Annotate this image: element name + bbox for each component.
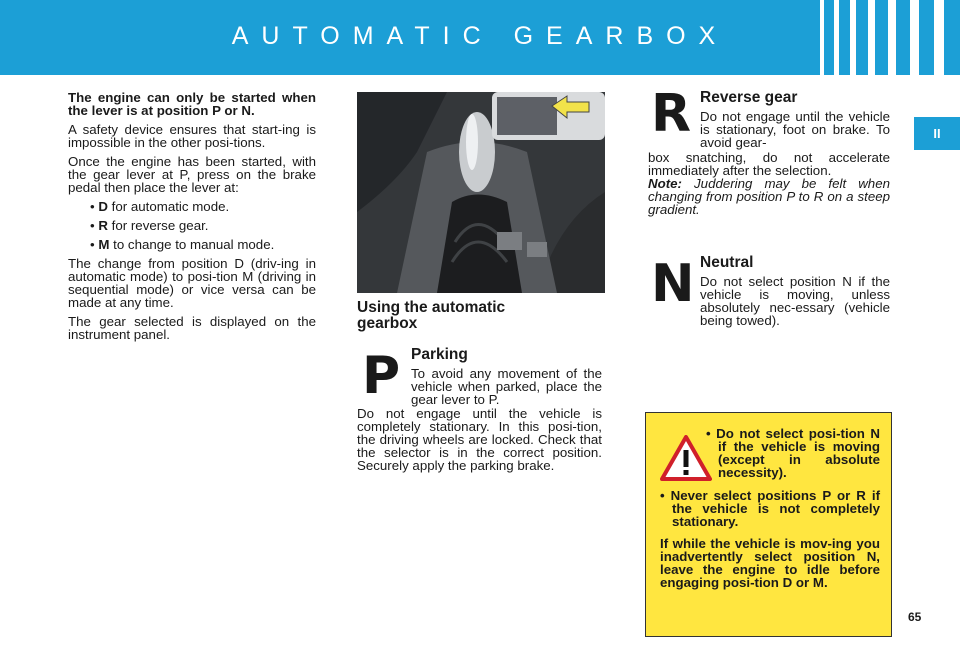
page-number: 65	[908, 610, 922, 624]
bullet-d: • D for automatic mode.	[90, 199, 230, 214]
intro-para-3: The change from position D (driv-ing in automatic mode) to posi-tion M (driving in sequential mode) or vice versa can be made at any time.	[68, 256, 316, 310]
warning-bullet-2-span: Never select positions P or R if the vehicle is not completely stationary.	[670, 488, 881, 529]
intro-para-2: Once the engine has been started, with the gear lever at P, press on the brake pedal then place the lever at:	[68, 154, 316, 195]
reverse-top	[700, 90, 890, 149]
parking-text-bottom: Do not engage until the vehicle is completely stationary. In this posi-tion, the driving wheels are locked. Check that the selector is in the correct position. Securely apply the parking brake.	[357, 406, 602, 473]
chapter-tab[interactable]: II	[914, 117, 960, 150]
reverse-text-top: Do not engage until the vehicle is stationary, foot on brake. To avoid gear-	[700, 109, 890, 150]
parking-top	[411, 347, 602, 406]
using-heading-block	[357, 300, 557, 332]
intro-para-1: A safety device ensures that start-ing is impossible in the other posi-tions.	[68, 122, 316, 150]
warning-bullet-2	[660, 489, 880, 528]
bullet-key: D	[98, 199, 108, 214]
note-label: Note:	[648, 176, 682, 191]
warning-bullet-1	[706, 427, 880, 479]
warning-paragraph	[660, 537, 880, 589]
page-header	[0, 0, 960, 75]
reverse-bottom	[648, 151, 890, 216]
reverse-text-bottom: box snatching, do not accelerate immediately after the selection.	[648, 150, 890, 178]
parking-text-top: To avoid any movement of the vehicle when parked, place the gear lever to P.	[411, 366, 602, 407]
bullet-text: for reverse gear.	[107, 218, 209, 233]
parking-title: Parking	[411, 346, 468, 363]
bullet-text: for automatic mode.	[107, 199, 230, 214]
bullet-key: R	[98, 218, 108, 233]
intro-heading: The engine can only be started when the lever is at position P or N.	[68, 90, 316, 118]
reverse-letter: R	[651, 84, 692, 144]
warning-bullet-1-span: Do not select posi-tion N if the vehicle is moving (except in absolute necessity).	[716, 426, 880, 480]
bullet-text: to change to manual mode.	[109, 237, 275, 252]
neutral-text: Do not select position N if the vehicle is moving, unless absolutely nec-essary (vehicle being towed).	[700, 274, 890, 328]
parking-bottom	[357, 407, 602, 478]
warning-text: If while the vehicle is mov-ing you inadvertently select position N, leave the engine to idle before engaging posi-tion D or M.	[660, 536, 880, 590]
bullet-key: M	[98, 237, 110, 252]
reverse-title: Reverse gear	[700, 89, 798, 106]
note-text: Juddering may be felt when changing from position P to R on a steep gradient.	[648, 176, 890, 217]
bullet-m: • M to change to manual mode.	[90, 237, 275, 252]
neutral-letter: N	[651, 254, 695, 314]
gear-lever-photo	[357, 92, 605, 293]
using-heading: Using the automatic gearbox	[357, 299, 506, 332]
warning-bullet-1-text: • Do not select posi-tion N if the vehicle is moving (except in absolute necessity).	[706, 426, 880, 480]
intro-para-4: The gear selected is displayed on the instrument panel.	[68, 314, 316, 342]
page-title: AUTOMATIC GEARBOX	[231, 22, 729, 50]
warning-box	[645, 412, 892, 637]
gear-lever-illustration	[357, 92, 605, 293]
reverse-note	[648, 177, 890, 216]
warning-bullet-2-text: • Never select positions P or R if the vehicle is not completely stationary.	[660, 488, 881, 529]
neutral-title: Neutral	[700, 254, 754, 271]
parking-letter: P	[362, 346, 401, 406]
warning-icon	[660, 435, 712, 481]
intro-column	[68, 91, 316, 347]
bullet-r: • R for reverse gear.	[90, 218, 209, 233]
neutral-block	[700, 255, 890, 333]
